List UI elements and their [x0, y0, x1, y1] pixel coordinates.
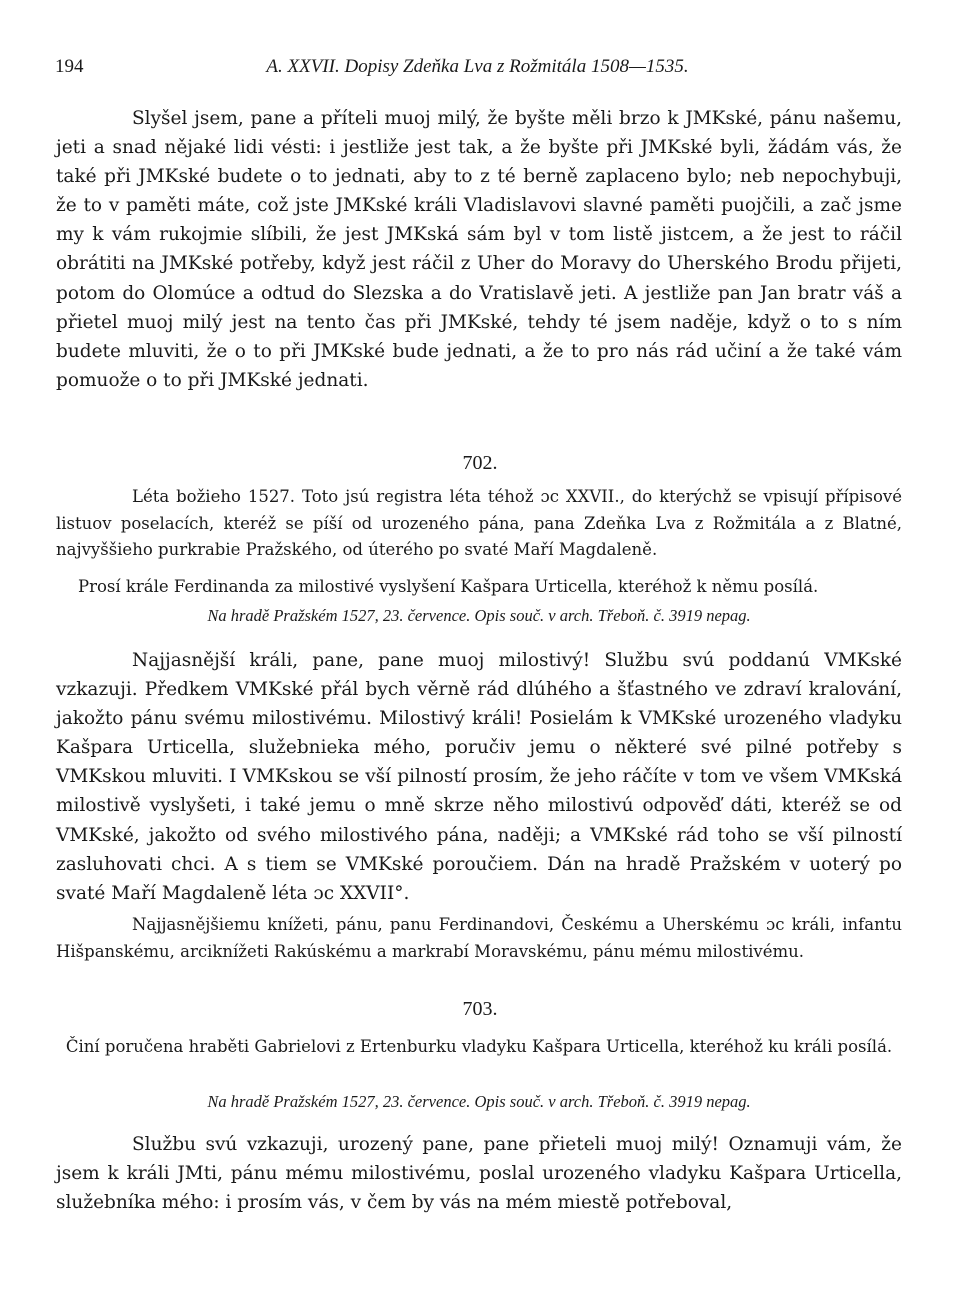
- doc703-regest-block: [56, 1034, 902, 1061]
- doc703-letter-block: [56, 1130, 902, 1217]
- document-number-703: 703.: [462, 998, 498, 1020]
- doc702-source: Na hradě Pražském 1527, 23. července. Opis souč. v arch. Třeboň. č. 3919 nepag.: [207, 606, 751, 625]
- doc702-letter: Najjasnější králi, pane, pane muoj milostivý! Službu svú poddanú VMKské vzkazuji. Předkem VMKské přál bych věrně rád dlúhého a šťastného ve zdraví kralování, jakožto pánu svému milostivému. Milostivý králi! Posielám k VMKské urozeného vladyku Kašpara Urticella, služebnieka mého, poručiv jemu o některé své pilné potřeby s VMKskou mluviti. I VMKskou se vší pilností prosím, že jeho ráčíte v tom ve všem VMKská milostivě vyslyšeti, i také jemu o mně skrze něho milostivú odpověď dáti, kteréž se od VMKské, jakožto od svého milostivého pána, naději; a VMKské rád toho se vší pilností zasluhovati chci. A s tiem se VMKské poroučiem. Dán na hradě Pražském v uoterý po svaté Maří Magdaleně léta ɔc XXVII°.: [56, 650, 902, 904]
- doc703-source: Na hradě Pražském 1527, 23. července. Opis souč. v arch. Třeboň. č. 3919 nepag.: [207, 1092, 751, 1111]
- doc702-source-block: [56, 606, 902, 626]
- doc703-regest: Činí poručena hraběti Gabrielovi z Ertenburku vladyku Kašpara Urticella, kteréhož ku králi posílá.: [65, 1037, 893, 1056]
- doc702-regest-block: [56, 574, 902, 601]
- page-number: 194: [55, 56, 84, 77]
- document-number-702: 702.: [462, 452, 498, 474]
- doc703-source-block: [56, 1092, 902, 1112]
- doc702-address: Najjasnějšiemu knížeti, pánu, panu Ferdinandovi, Českému a Uherskému ɔc králi, infantu Hišpanskému, arciknížeti Rakúskému a markrabí Moravskému, pánu mému milostivému.: [56, 915, 902, 961]
- opening-paragraph-block: [56, 104, 902, 395]
- opening-paragraph: Slyšel jsem, pane a příteli muoj milý, že byšte měli brzo k JMKské, pánu našemu, jeti a snad nějaké lidi vésti: i jestliže jest tak, a že byšte při JMKské byli, žádám vás, že také při JMKské budete o to jednati, aby to z té berně zaplaceno bylo; neb nepochybuji, že to v paměti máte, což jste JMKské králi Vladislavovi slavné paměti puojčili, a zač jsme my k vám rukojmie slíbili, že jest JMKská sám byl v tom listě jistcem, a že jest to ráčil obrátiti na JMKské potřeby, když jest ráčil z Uher do Moravy do Uherského Brodu přijeti, potom do Olomúce a odtud do Slezska a do Vratislavě jeti. A jestliže pan Jan bratr váš a přietel muoj milý jest na tento čas při JMKské, tehdy té jsem naděje, když o to s ním budete mluviti, že o to při JMKské bude jednati, a že to pro nás rád učiní a že také vám pomuože o to při JMKské jednati.: [56, 108, 902, 391]
- doc703-letter: Službu svú vzkazuji, urozený pane, pane přieteli muoj milý! Oznamuji vám, že jsem k králi JMti, pánu mému milostivému, poslal urozeného vladyku Kašpara Urticella, služebníka mého: i prosím vás, v čem by vás na mém miestě potřeboval,: [56, 1134, 902, 1214]
- doc702-intro-block: [56, 484, 902, 564]
- doc702-regest: Prosí krále Ferdinanda za milostivé vyslyšení Kašpara Urticella, kteréhož k němu posílá.: [78, 577, 819, 596]
- doc702-address-block: [56, 912, 902, 965]
- page-header: [55, 56, 900, 86]
- running-title: A. XXVII. Dopisy Zdeňka Lva z Rožmitála 1508—1535.: [266, 56, 689, 77]
- doc702-letter-block: [56, 646, 902, 908]
- doc702-intro: Léta božieho 1527. Toto jsú registra léta téhož ɔc XXVII., do kterýchž se vpisují přípisové listuov poselacích, kteréž se píší od urozeného pána, pana Zdeňka Lva z Rožmitála a z Blatné, najvyššieho purkrabie Pražského, od úterého po svaté Maří Magdaleně.: [56, 487, 902, 559]
